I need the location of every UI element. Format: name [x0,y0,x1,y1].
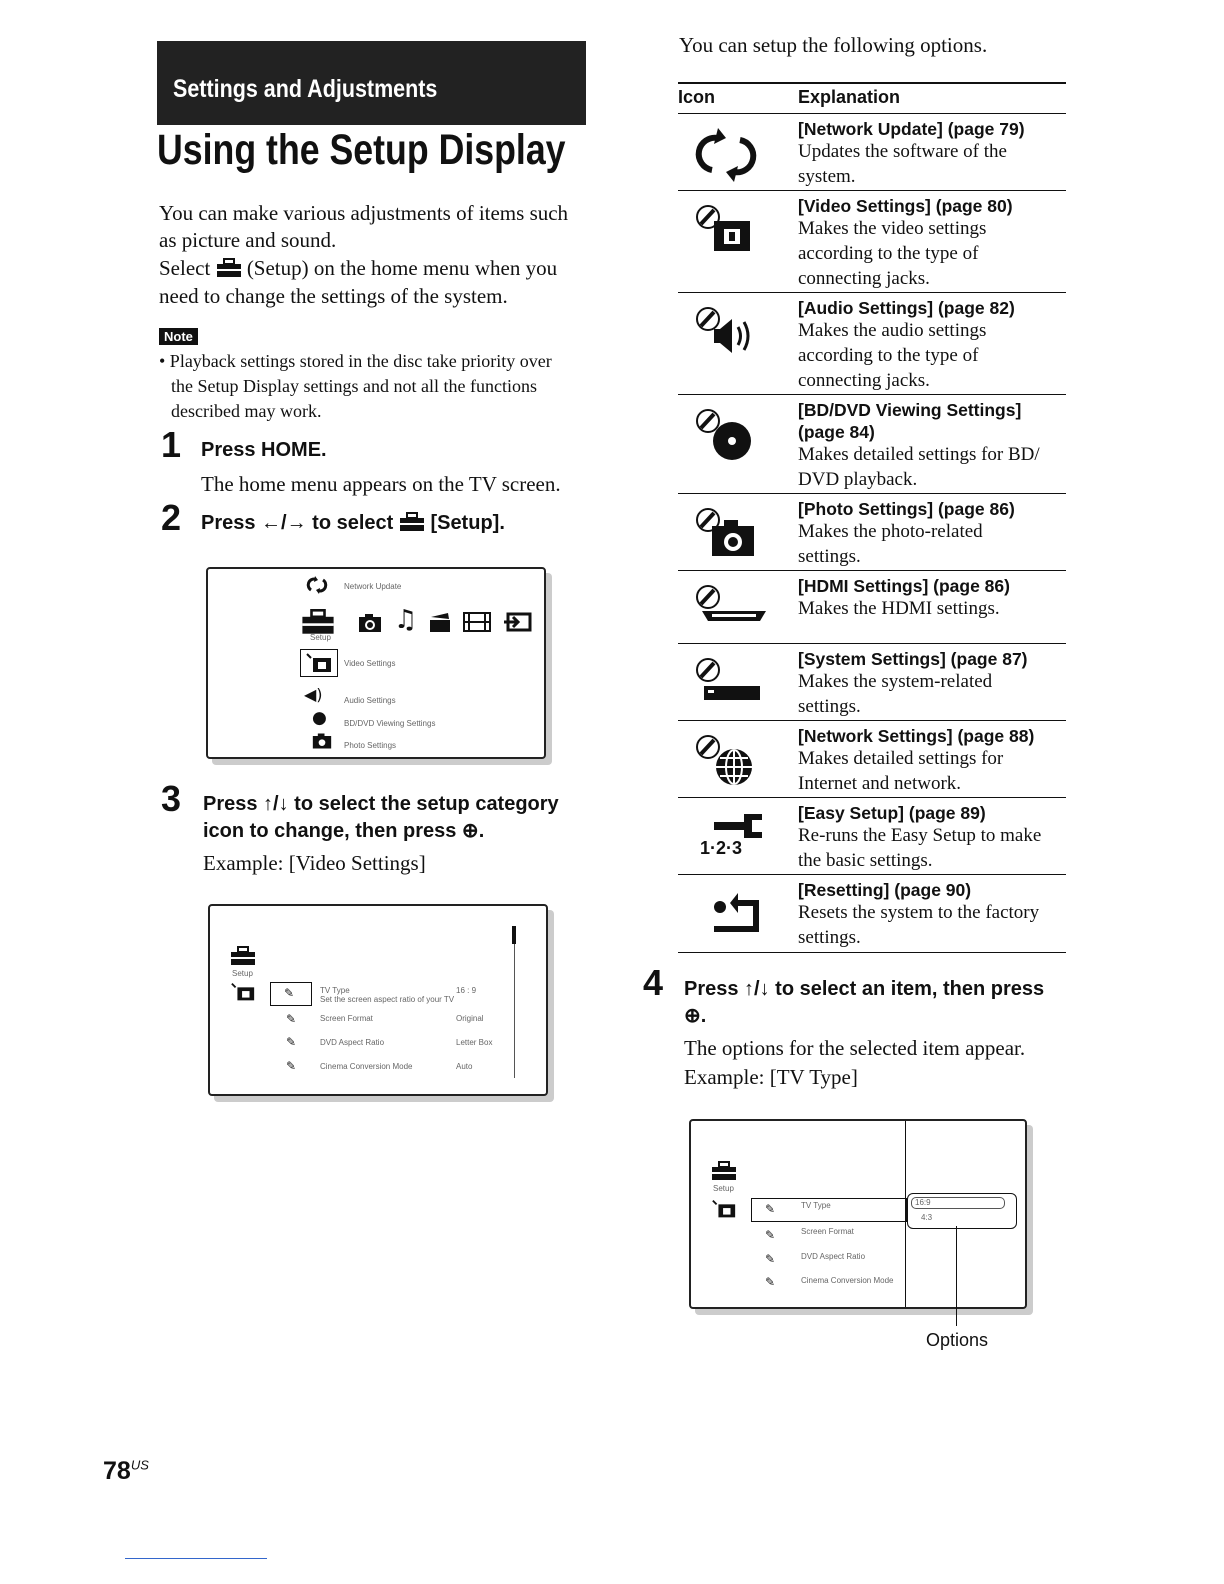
scrollbar[interactable] [514,926,515,1078]
wrench-icon: ✎ [765,1202,776,1216]
hdmi-settings-icon [690,581,770,641]
step-number: 3 [161,778,182,819]
step-body: The options for the selected item appear. [684,1036,1026,1060]
step-heading: ⊕. [684,1005,707,1027]
callout-line [956,1226,957,1326]
options-callout: Options [926,1330,989,1350]
video-settings-icon [711,1199,737,1219]
wrench-icon: ✎ [765,1252,776,1266]
video-icon [428,611,452,633]
video-settings-icon [305,653,333,673]
step-heading: icon to change, then press ⊕. [203,820,485,842]
film-icon [462,611,492,633]
table-row: [Network Update] (page 79) Updates the software of the system. [678,113,1066,191]
music-icon: ♫ [394,605,418,635]
column-header-icon: Icon [678,87,716,107]
bd-dvd-settings-icon [690,405,770,465]
options-divider [905,1121,906,1307]
table-row: [Network Settings] (page 88) Makes detailed settings for Internet and network. [678,720,1066,798]
section-label: Settings and Adjustments [173,75,438,103]
step-heading: Press ↑/↓ to select an item, then press [684,978,1045,1000]
step-number: 2 [161,497,182,538]
intro-line: as picture and sound. [159,228,337,252]
photo-settings-icon [312,732,332,750]
video-settings-icon [230,982,256,1002]
scrollbar-thumb[interactable] [512,926,516,944]
toolbox-icon [216,258,242,278]
section-bar [157,41,586,125]
table-row: [Resetting] (page 90) Resets the system to the factory settings. [678,874,1066,953]
toolbox-icon [230,946,256,966]
toolbox-icon [300,609,336,635]
table-row: [System Settings] (page 87) Makes the system-related settings. [678,643,1066,721]
step-body: Example: [TV Type] [684,1065,858,1089]
step-heading: Press ↑/↓ to select the setup category [203,793,559,815]
intro-line: need to change the settings of the system. [159,284,508,308]
note-badge: Note [159,328,198,345]
wrench-icon: ✎ [286,1012,297,1026]
toolbox-icon [399,512,425,532]
step-body: The home menu appears on the TV screen. [201,472,561,496]
step-number: 1 [161,424,182,465]
wrench-icon: ✎ [765,1275,776,1289]
table-top-rule [678,82,1066,84]
easy-setup-label: 1·2·3 [700,838,743,858]
system-settings-icon [690,654,770,714]
video-settings-screen: Setup ✎ TV Type Set the screen aspect ratio of your TV 16 : 9 ✎ Screen Format Original ✎ DVD Aspect Ratio Letter Box ✎ Cinema Conversion Mode Auto [208,904,548,1096]
network-update-icon [690,124,770,184]
step-number: 4 [643,962,664,1003]
video-settings-icon [690,201,770,261]
table-row: [Photo Settings] (page 86) Makes the photo-related settings. [678,493,1066,571]
table-row: [BD/DVD Viewing Settings] (page 84) Makes detailed settings for BD/ DVD playback. [678,394,1066,494]
table-row: [HDMI Settings] (page 86) Makes the HDMI settings. [678,570,1066,644]
step-body: Example: [Video Settings] [203,851,426,875]
tv-input-icon [502,611,532,633]
resetting-icon [690,885,770,945]
photo-icon [358,613,382,633]
photo-settings-icon [690,504,770,564]
audio-settings-icon [690,303,770,363]
bd-dvd-settings-icon: ● [312,708,327,728]
audio-settings-icon: ◀) [304,685,323,704]
wrench-icon: ✎ [286,1035,297,1049]
home-menu-screen: Network Update Setup ♫ Video Settings ◀) Audio Settings ● BD/DVD Viewing Settings Photo Settings [206,567,546,759]
step-heading: Press HOME. [201,439,327,461]
network-update-icon [306,576,328,594]
column-header-explanation: Explanation [798,87,901,107]
step-heading: Press ←/→ to select [Setup]. [201,512,505,534]
tv-type-screen: Setup ✎ TV Type ✎ Screen Format ✎ DVD Aspect Ratio ✎ Cinema Conversion Mode 16:9 4:3 [689,1119,1027,1309]
page-title: Using the Setup Display [157,126,566,174]
network-settings-icon [690,731,770,791]
table-row: [Video Settings] (page 80) Makes the video settings according to the type of connecting jacks. [678,190,1066,293]
wrench-icon: ✎ [284,986,295,1000]
page-number: $78^{US}$ [103,1457,149,1485]
intro-line: You can make various adjustments of items such [159,201,569,225]
footer-rule [125,1558,267,1559]
table-row: [Audio Settings] (page 82) Makes the audio settings according to the type of connecting jacks. [678,292,1066,395]
table-intro: You can setup the following options. [679,33,988,57]
intro-line: Select (Setup) on the home menu when you [159,256,558,280]
wrench-icon: ✎ [765,1228,776,1242]
note-text: • Playback settings stored in the disc take priority over the Setup Display settings and not all the functions described may work. [159,351,552,421]
toolbox-icon [711,1161,737,1181]
table-row: 1·2·3 [Easy Setup] (page 89) Re-runs the Easy Setup to make the basic settings. [678,797,1066,875]
wrench-icon: ✎ [286,1059,297,1073]
